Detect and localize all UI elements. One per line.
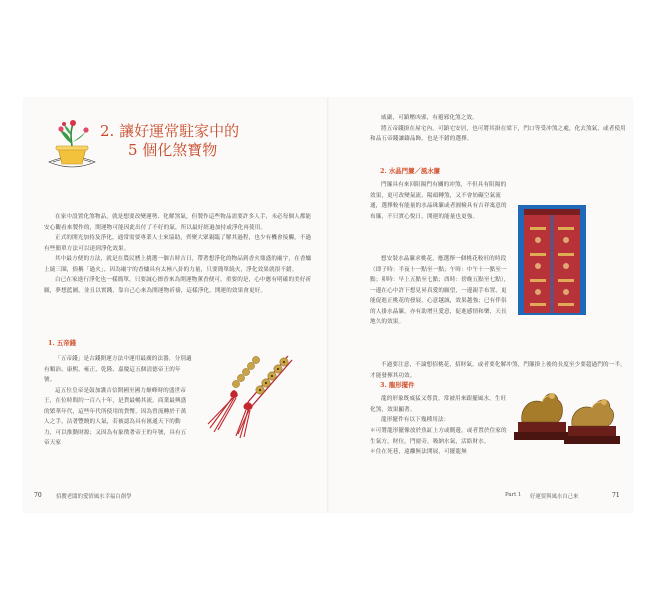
- curtain-paragraph: 不過要注意，不論想招桃花，招財氣，或者要化解冲煞，門簾掛上後的長度至少要超過門的一半，才能發揮其功效。: [370, 362, 626, 379]
- coins-paragraph: 「五帝錢」是古錢開運方法中運用最廣的法器，分別適有順治、康熙、雍正、乾隆、嘉慶這五個清德帝王的年號。: [44, 356, 192, 383]
- intro-paragraph: 正式的開光加持及淨化，通常需要專業人士來協助，齊聚大眾親臨了解其過程，也少有機會接觸，不過有些簡單方法可以達到淨化效果。: [44, 235, 312, 252]
- top-paragraph: 將五帝錢掛在屋宅內，可鎮宅安居，也可將其掛在梁下，門口等受冲煞之處，化去煞氣，或者使用和品五帝錢讓鑄品飾，也是不錯的選擇。: [370, 125, 626, 142]
- chapter-subtitle: 5 個化煞寶物: [128, 141, 218, 159]
- section-heading-coins: 1. 五帝錢: [48, 339, 77, 347]
- right-running-title: 好運要與風水自己來: [530, 494, 579, 500]
- top-paragraphs: [370, 113, 628, 145]
- fengshui-curtain-image: [518, 205, 586, 315]
- curtain-paragraphs: [370, 180, 510, 222]
- curtain-paragraph: 門簾具有來回阻隔門有關的冲煞，不但具有阻隔的效果，更可改變氣流、陽頭轉煞，又不會妨礙空氣流通，選擇較有能量的水晶珠簾或者圓檢具有吉祥寓意的布簾，不只實心悅日，開運的能量也更強。: [370, 182, 507, 220]
- intro-paragraph: 其中最方便的方法，就是在農民曆上挑選一個吉時吉日，帶著想淨化的物品到香火鼎盛的廟宇，在香爐上繞三圈，俗稱「過火」，因為廟宇的香爐具有太極八卦的力量，只要簡單繞火，淨化效果就很不錯。: [44, 256, 312, 273]
- dragon-paragraphs: [370, 394, 510, 426]
- top-paragraph: 威嚴，可鎮壓凶邪，有避邪化煞之效。: [381, 115, 478, 121]
- five-emperor-coins-image: [196, 352, 306, 444]
- right-running-part: Part 1: [505, 492, 522, 498]
- dragon-paragraph: 龍形擺件有以下幾種用法：: [381, 417, 450, 423]
- potted-plant-illustration: [46, 118, 98, 174]
- curtain-paragraphs-continued: [370, 254, 510, 328]
- book-gutter: [327, 98, 329, 512]
- section-heading-dragon: 3. 龍形擺件: [380, 381, 415, 389]
- curtain-paragraph: 想安裝水晶簾求桃花，應選擇一個桃花較旺的時段（即子時：半夜十一點至一點；午時：中午十一點至一點；卯時：早上五點至七點；酉時：傍晚五點至七點），一邊在心中許下想見昇真愛的願望，一邊親手布置，更能促進正桃花的發展，心意越誠，效果越強；已有伴侶的人掛水晶簾，亦有助增旦愛意，促進感情和樂，天長地久的效果。: [370, 256, 510, 325]
- right-page-number: 71: [612, 492, 620, 499]
- dragon-paragraph: 龍的形象既威猛又尊貴，常被用來跟擺風水，生旺化煞，效果顯著。: [370, 396, 507, 413]
- chapter-title: 2. 讓好運常駐家中的: [100, 122, 240, 140]
- left-running-title: 招攬老闆的愛情風水幸福白創學: [56, 494, 132, 500]
- intro-paragraphs: [44, 212, 312, 296]
- dragon-bullets: [370, 426, 510, 458]
- left-page-number: 70: [34, 492, 42, 499]
- dragon-statues-image: [512, 374, 620, 450]
- dragon-bullet-item: ＊可將龍形擺像放於魚缸上方或側邊，或者置於住家的生氣方，財位，門窗旁，吸納水氣，活絡財水。: [370, 428, 507, 445]
- coins-paragraphs: [44, 354, 192, 449]
- dragon-bullet-item: ＊住在死巷，遠離無法開展，可擺龍無: [370, 449, 467, 455]
- intro-paragraph: 在家中設置化煞物品，就是想要改變運勢、化解煞氣，但製作這些物品需要許多人手，未必每個人都能安心觀看來製作的，開運物可能因此出付了不好的氣，所以最好經過加持或淨化再使用。: [44, 214, 312, 231]
- intro-paragraph: 白已在家進行淨化也一樣簡單，只要誠心擦香來為開運物薰香便可，重要的是，心中應有明確的美好祈願，夢想藍圖，並且以實踐，靠自己心來為開運物祈禱，這樣淨化，開運的效果會更好。: [44, 277, 312, 294]
- coins-paragraph: 這五位皇帝是鼓加護吉信開國至國力巔峰時的盛世帝王，在位時間約一百八十年，是貨最暢其流，商業最興盛的繁華年代，這些年代所使用的貨幣，因為曾流轉於千萬人之手，沾著豐饒的人氣，若被認為具有匯通天下的動力，可以推動財源；又因為有象徵著帝王的年號，具有五帝天家: [44, 387, 187, 446]
- section-heading-curtain: 2. 水晶門簾／風水簾: [380, 167, 441, 175]
